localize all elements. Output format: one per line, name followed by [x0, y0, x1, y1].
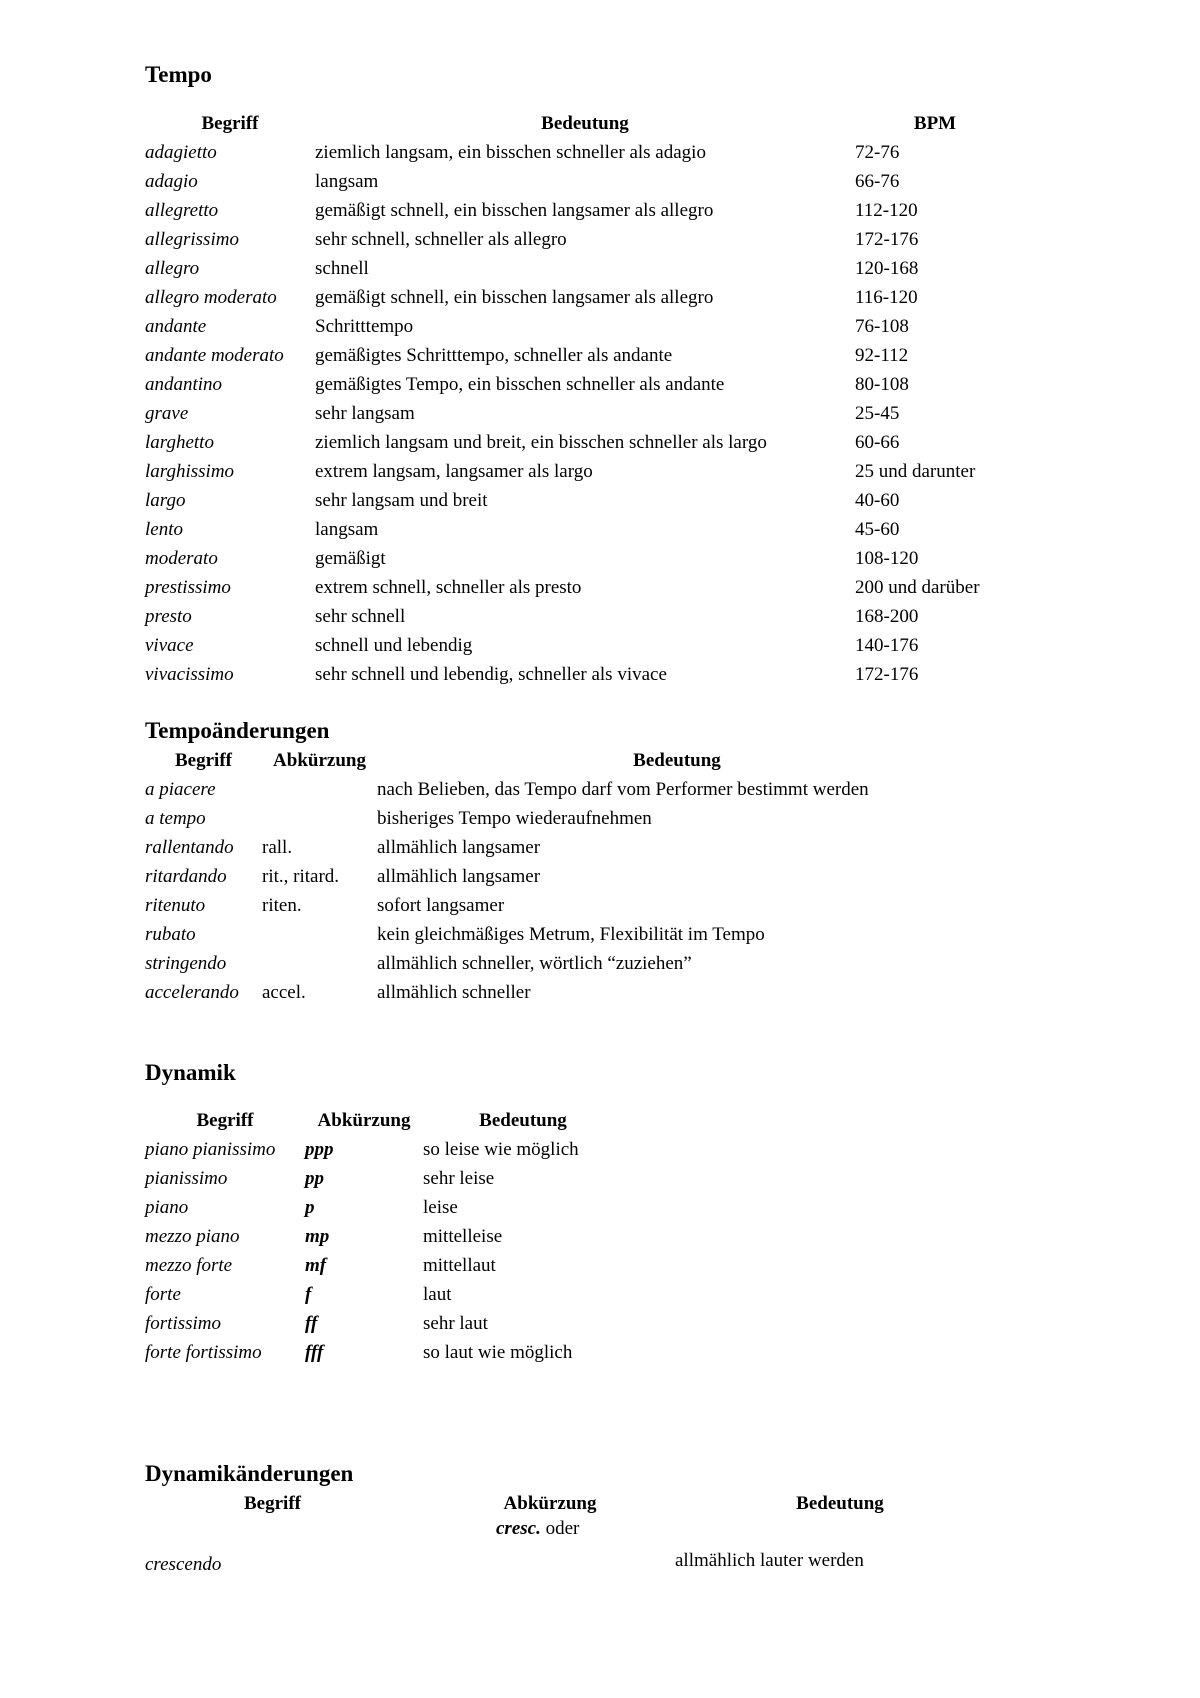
table-row	[145, 804, 977, 833]
bpm-cell: 25 und darunter	[855, 460, 976, 482]
term-cell: stringendo	[145, 952, 227, 974]
meaning-cell: allmählich schneller	[377, 981, 531, 1003]
column-header-bedeutung: Bedeutung	[479, 1109, 567, 1131]
table-row	[145, 978, 977, 1007]
meaning-cell: allmählich langsamer	[377, 836, 541, 858]
dynamic-symbol-cell: mf	[305, 1254, 327, 1276]
meaning-cell: ziemlich langsam und breit, ein bisschen schneller als largo	[315, 431, 767, 453]
abbreviation-stack	[400, 1518, 700, 1576]
meaning-cell: schnell	[315, 257, 369, 279]
term-cell: allegrissimo	[145, 228, 239, 250]
dynamic-symbol-cell: ff	[305, 1312, 318, 1334]
meaning-cell: nach Belieben, das Tempo darf vom Performer bestimmt werden	[377, 778, 869, 800]
abbreviation-cell: riten.	[262, 894, 302, 916]
column-header-abkuerzung: Abkürzung	[503, 1492, 597, 1514]
bpm-cell: 25-45	[855, 402, 900, 424]
table-row	[145, 920, 977, 949]
term-cell: moderato	[145, 547, 218, 569]
meaning-cell: gemäßigtes Schritttempo, schneller als andante	[315, 344, 673, 366]
term-cell: prestissimo	[145, 576, 231, 598]
bpm-cell: 60-66	[855, 431, 900, 453]
abbreviation-cell: rit., ritard.	[262, 865, 340, 887]
meaning-cell: extrem schnell, schneller als presto	[315, 576, 582, 598]
column-header-bedeutung: Bedeutung	[633, 749, 721, 771]
column-header-bedeutung: Bedeutung	[796, 1492, 884, 1514]
meaning-cell: allmählich schneller, wörtlich “zuziehen”	[377, 952, 692, 974]
table-row	[145, 399, 1015, 428]
column-header-abkuerzung: Abkürzung	[273, 749, 366, 771]
table-row	[145, 1518, 980, 1576]
table-row	[145, 254, 1015, 283]
abbreviation-cell	[400, 1518, 700, 1576]
table-row	[145, 631, 1015, 660]
meaning-cell: mittelleise	[423, 1225, 503, 1247]
meaning-cell: mittellaut	[423, 1254, 496, 1276]
bpm-cell: 120-168	[855, 257, 919, 279]
bpm-cell: 45-60	[855, 518, 900, 540]
term-cell: presto	[145, 605, 192, 627]
meaning-cell: sehr laut	[423, 1312, 488, 1334]
table-row	[145, 862, 977, 891]
meaning-cell: bisheriges Tempo wiederaufnehmen	[377, 807, 652, 829]
bpm-cell: 112-120	[855, 199, 918, 221]
meaning-cell: so laut wie möglich	[423, 1341, 573, 1363]
term-cell: piano	[145, 1196, 189, 1218]
meaning-cell: langsam	[315, 170, 379, 192]
table-row	[145, 138, 1015, 167]
term-cell: larghissimo	[145, 460, 235, 482]
term-cell: pianissimo	[145, 1167, 228, 1189]
table-row	[145, 1135, 623, 1164]
bpm-cell: 80-108	[855, 373, 909, 395]
term-cell: andante moderato	[145, 344, 284, 366]
bpm-cell: 72-76	[855, 141, 900, 163]
meaning-cell: gemäßigt	[315, 547, 386, 569]
abbreviation-symbol: cresc.	[496, 1518, 541, 1539]
dynamics-table	[145, 1106, 623, 1367]
meaning-cell: so leise wie möglich	[423, 1138, 579, 1160]
term-cell: allegro	[145, 257, 200, 279]
dynamic-symbol-cell: pp	[305, 1167, 324, 1189]
dynamics-section-title: Dynamik	[145, 1060, 236, 1085]
table-row	[145, 1338, 623, 1367]
abbreviation-cell	[262, 775, 377, 804]
abbreviation-cell: rall.	[262, 836, 293, 858]
abbreviation-cell	[262, 949, 377, 978]
dynamics-changes-table	[145, 1489, 980, 1576]
table-row	[145, 428, 1015, 457]
dynamics-changes-section-title: Dynamikänderungen	[145, 1461, 354, 1486]
abbreviation-cell	[262, 804, 377, 833]
term-cell: forte fortissimo	[145, 1341, 262, 1363]
meaning-cell: ziemlich langsam, ein bisschen schneller als adagio	[315, 141, 706, 163]
tempo-changes-header-row	[145, 746, 977, 775]
table-row	[145, 196, 1015, 225]
bpm-cell: 66-76	[855, 170, 900, 192]
table-row	[145, 573, 1015, 602]
column-header-begriff: Begriff	[201, 112, 259, 134]
table-row	[145, 515, 1015, 544]
meaning-cell: sehr langsam	[315, 402, 415, 424]
meaning-cell: sofort langsamer	[377, 894, 505, 916]
meaning-cell: gemäßigt schnell, ein bisschen langsamer als allegro	[315, 199, 714, 221]
meaning-cell: allmählich langsamer	[377, 865, 541, 887]
meaning-cell: sehr leise	[423, 1167, 495, 1189]
table-row	[145, 660, 1015, 689]
abbreviation-cell: accel.	[262, 981, 306, 1003]
table-row	[145, 225, 1015, 254]
table-row	[145, 1222, 623, 1251]
term-cell: lento	[145, 518, 183, 540]
meaning-cell: kein gleichmäßiges Metrum, Flexibilität im Tempo	[377, 923, 765, 945]
meaning-cell: extrem langsam, langsamer als largo	[315, 460, 593, 482]
bpm-cell: 92-112	[855, 344, 909, 366]
abbreviation-cell	[262, 920, 377, 949]
meaning-cell: laut	[423, 1283, 452, 1305]
term-cell: crescendo	[145, 1554, 222, 1575]
meaning-cell: sehr schnell und lebendig, schneller als vivace	[315, 663, 667, 685]
table-row	[145, 544, 1015, 573]
column-header-begriff: Begriff	[244, 1492, 301, 1514]
table-row	[145, 370, 1015, 399]
meaning-cell: sehr schnell	[315, 605, 406, 627]
term-cell: rallentando	[145, 836, 234, 858]
table-row	[145, 312, 1015, 341]
table-row	[145, 457, 1015, 486]
bpm-cell: 200 und darüber	[855, 576, 980, 598]
dynamics-table-body	[145, 1135, 623, 1367]
tempo-section-title: Tempo	[145, 62, 212, 87]
bpm-cell: 116-120	[855, 286, 918, 308]
abbreviation-line	[496, 1518, 579, 1540]
column-header-bedeutung: Bedeutung	[541, 112, 629, 134]
term-cell: mezzo piano	[145, 1225, 240, 1247]
table-row	[145, 1309, 623, 1338]
term-cell: adagietto	[145, 141, 217, 163]
column-header-bpm: BPM	[913, 112, 957, 134]
meaning-cell: gemäßigtes Tempo, ein bisschen schneller als andante	[315, 373, 725, 395]
meaning-cell: leise	[423, 1196, 458, 1218]
column-header-begriff: Begriff	[175, 749, 232, 771]
meaning-cell: sehr langsam und breit	[315, 489, 488, 511]
dynamics-header-row	[145, 1106, 623, 1135]
tempo-changes-table-body	[145, 775, 977, 1007]
dynamic-symbol-cell: p	[305, 1196, 315, 1218]
table-row	[145, 602, 1015, 631]
meaning-cell: sehr schnell, schneller als allegro	[315, 228, 567, 250]
meaning-cell: gemäßigt schnell, ein bisschen langsamer als allegro	[315, 286, 714, 308]
abbreviation-suffix: oder	[540, 1518, 580, 1539]
table-row	[145, 833, 977, 862]
term-cell: a tempo	[145, 807, 206, 829]
table-row	[145, 341, 1015, 370]
table-row	[145, 949, 977, 978]
term-cell: a piacere	[145, 778, 216, 800]
table-row	[145, 775, 977, 804]
dynamic-symbol-cell: mp	[305, 1225, 330, 1247]
bpm-cell: 108-120	[855, 547, 919, 569]
dynamic-symbol-cell: ppp	[305, 1138, 334, 1160]
table-row	[145, 1280, 623, 1309]
term-cell: andante	[145, 315, 207, 337]
table-row	[145, 1164, 623, 1193]
table-row	[145, 1251, 623, 1280]
bpm-cell: 40-60	[855, 489, 900, 511]
dynamic-symbol-cell: f	[305, 1283, 312, 1305]
meaning-cell	[675, 1518, 980, 1576]
term-cell: rubato	[145, 923, 196, 945]
tempo-changes-section-title: Tempoänderungen	[145, 718, 330, 743]
bpm-cell: 76-108	[855, 315, 909, 337]
meaning-cell: langsam	[315, 518, 379, 540]
dynamics-changes-header-row	[145, 1489, 980, 1518]
tempo-table	[145, 109, 1015, 689]
term-cell: vivacissimo	[145, 663, 234, 685]
term-cell: adagio	[145, 170, 198, 192]
tempo-changes-table	[145, 746, 977, 1007]
table-row	[145, 891, 977, 920]
term-cell: andantino	[145, 373, 223, 395]
bpm-cell: 172-176	[855, 228, 919, 250]
term-cell: piano pianissimo	[145, 1138, 276, 1160]
term-cell: forte	[145, 1283, 181, 1305]
meaning-cell: Schritttempo	[315, 315, 414, 337]
term-cell: ritenuto	[145, 894, 206, 916]
bpm-cell: 140-176	[855, 634, 919, 656]
term-cell: larghetto	[145, 431, 214, 453]
table-row	[145, 1193, 623, 1222]
bpm-cell: 172-176	[855, 663, 919, 685]
table-row	[145, 167, 1015, 196]
term-cell: ritardando	[145, 865, 227, 887]
bpm-cell: 168-200	[855, 605, 919, 627]
term-cell: fortissimo	[145, 1312, 222, 1334]
table-row	[145, 486, 1015, 515]
term-cell: mezzo forte	[145, 1254, 233, 1276]
table-row	[145, 283, 1015, 312]
column-header-abkuerzung: Abkürzung	[317, 1109, 411, 1131]
term-cell: allegretto	[145, 199, 219, 221]
meaning-cell: schnell und lebendig	[315, 634, 473, 656]
term-cell: allegro moderato	[145, 286, 277, 308]
tempo-table-body	[145, 138, 1015, 689]
tempo-header-row	[145, 109, 1015, 138]
term-cell: accelerando	[145, 981, 239, 1003]
column-header-begriff: Begriff	[196, 1109, 254, 1131]
term-cell: largo	[145, 489, 186, 511]
term-cell: vivace	[145, 634, 194, 656]
term-cell: grave	[145, 402, 189, 424]
dynamic-symbol-cell: fff	[305, 1341, 324, 1363]
meaning-text: allmählich lauter werden	[675, 1550, 864, 1571]
